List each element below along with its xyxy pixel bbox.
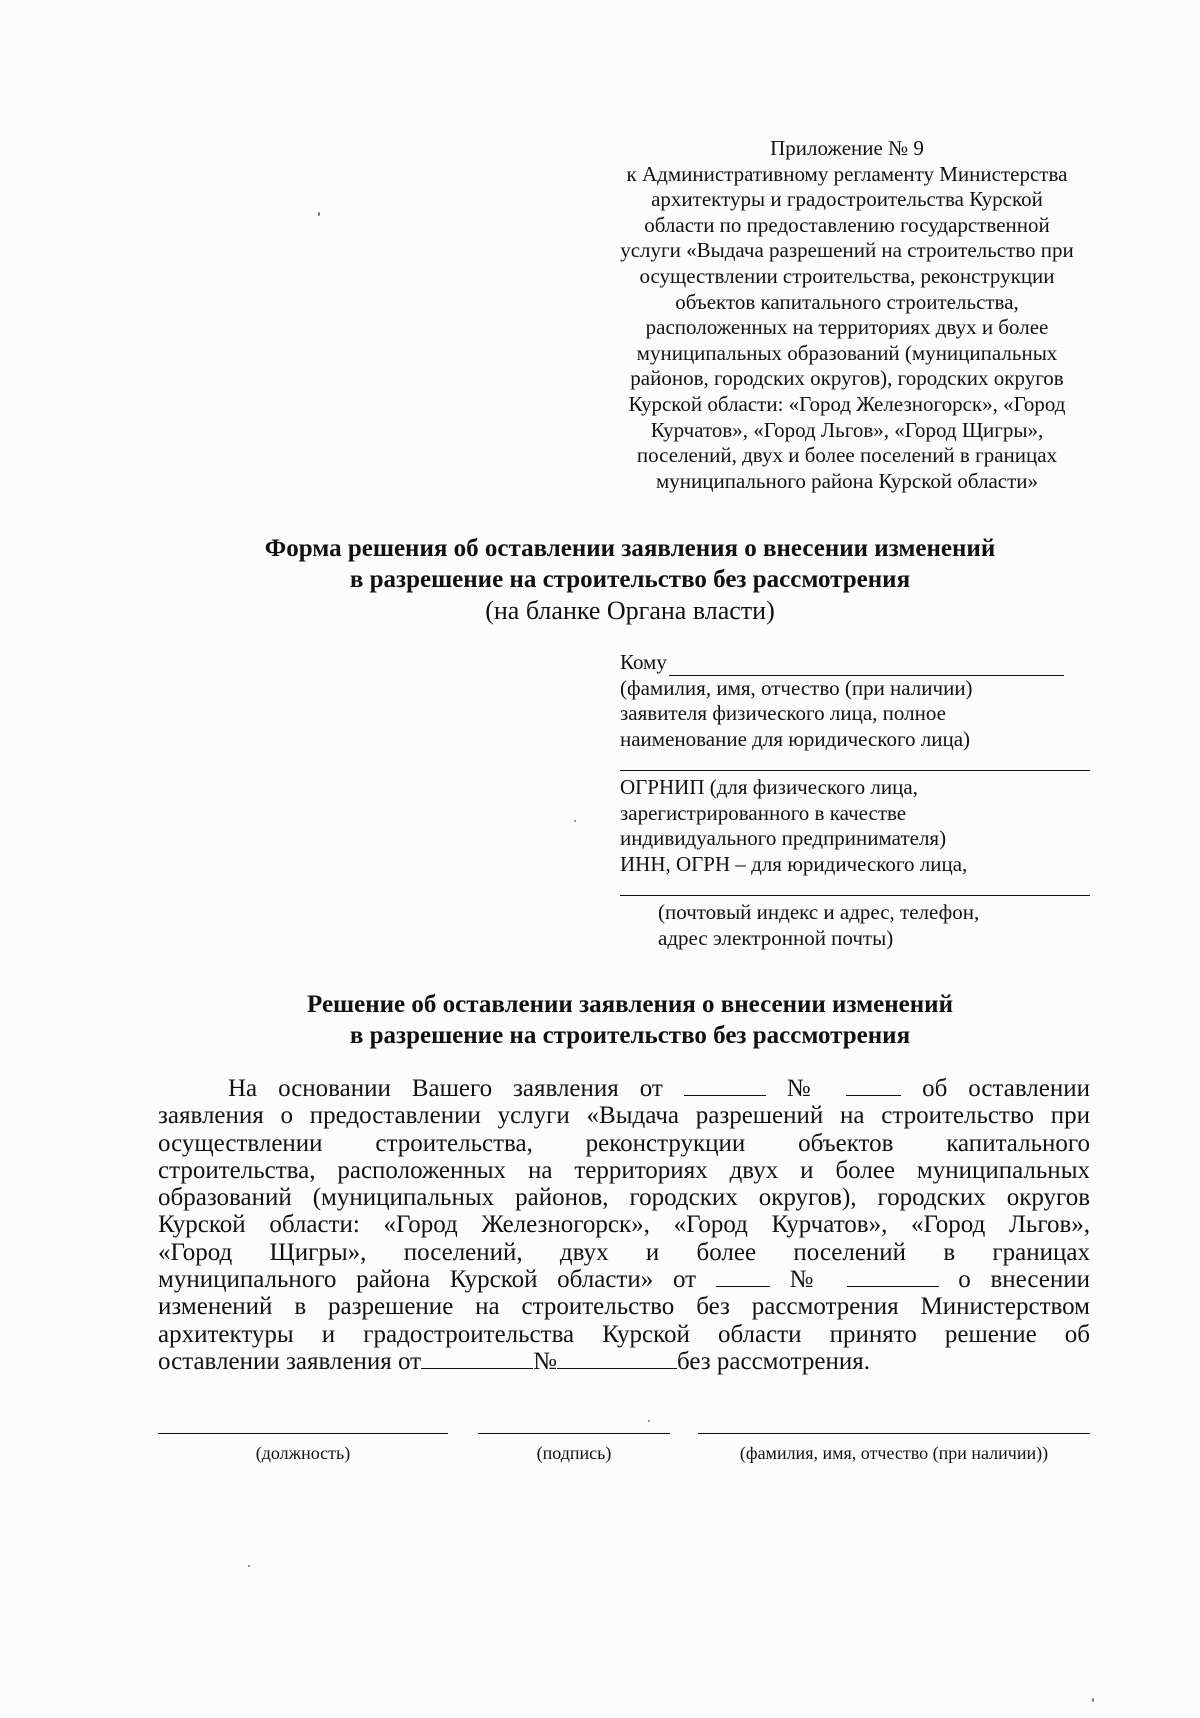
appendix-header: [592, 136, 1102, 494]
addressee-block: [620, 650, 1090, 951]
body-text-fragment: об оставлении: [922, 1075, 1091, 1102]
appendix-line: к Административному регламенту Министерства: [626, 161, 1068, 186]
scan-speck: [248, 1565, 250, 1567]
body-line: «Город Щигры», поселений, двух и более поселений в границах: [158, 1238, 1090, 1266]
decision-title-line: Решение об оставлении заявления о внесении изменений: [307, 991, 953, 1018]
body-text-fragment: без рассмотрения.: [676, 1347, 870, 1375]
decision-title: [150, 989, 1110, 1051]
addressee-address-field[interactable]: [620, 895, 1090, 896]
addressee-id-hint-line: индивидуального предпринимателя): [620, 826, 947, 850]
form-title-line: в разрешение на строительство без рассмотрения: [349, 566, 911, 593]
application-number-field[interactable]: [846, 1077, 901, 1096]
full-name-field[interactable]: [698, 1433, 1090, 1434]
scan-speck: [574, 820, 576, 822]
appendix-line: муниципального района Курской области»: [655, 468, 1039, 493]
change-request-date-field[interactable]: [716, 1268, 770, 1287]
addressee-to-row: [620, 650, 1090, 676]
body-text-fragment: муниципального района Курской области» от: [158, 1266, 697, 1294]
decision-date-field[interactable]: [421, 1350, 533, 1369]
appendix-line: услуги «Выдача разрешений на строительство при: [620, 238, 1074, 263]
addressee-to-label: Кому: [620, 650, 667, 674]
form-subtitle: (на бланке Органа власти): [485, 596, 775, 625]
addressee-name-field[interactable]: [669, 655, 1064, 676]
full-name-caption: (фамилия, имя, отчество (при наличии)): [739, 1443, 1049, 1463]
signature-field[interactable]: [478, 1433, 670, 1434]
decision-number-field[interactable]: [557, 1350, 677, 1369]
number-sign: №: [789, 1266, 827, 1294]
addressee-id-field[interactable]: [620, 770, 1090, 771]
appendix-line: муниципальных образований (муниципальных: [636, 340, 1058, 365]
body-text-fragment: оставлении заявления от: [158, 1347, 422, 1375]
signature-caption: (подпись): [536, 1443, 612, 1463]
body-text-fragment: На основании Вашего заявления от: [228, 1075, 663, 1102]
appendix-line: осуществлении строительства, реконструкции: [639, 263, 1055, 288]
number-sign: №: [533, 1347, 557, 1375]
signature-block: [0, 1433, 1200, 1473]
appendix-line: районов, городских округов), городских округов: [630, 366, 1064, 391]
appendix-line: объектов капитального строительства,: [675, 289, 1019, 314]
decision-title-line: в разрешение на строительство без рассмотрения: [349, 1022, 911, 1049]
body-line: строительства, расположенных на территориях двух и более муниципальных: [158, 1156, 1090, 1184]
body-line: осуществлении строительства, реконструкции объектов капитального: [158, 1129, 1090, 1157]
body-line: заявления о предоставлении услуги «Выдача разрешений на строительство при: [158, 1102, 1090, 1130]
full-name-column: [698, 1433, 1090, 1464]
addressee-address-hint-line: адрес электронной почты): [658, 925, 894, 950]
change-request-number-field[interactable]: [847, 1268, 939, 1287]
body-line: [158, 1075, 1090, 1102]
addressee-id-hint-line: ОГРНИП (для физического лица,: [620, 775, 918, 799]
position-signature-column: [158, 1433, 448, 1464]
appendix-line: области по предоставлению государственной: [644, 212, 1050, 237]
body-text-fragment: о внесении: [958, 1266, 1091, 1294]
scan-speck: [648, 1420, 650, 1422]
position-field[interactable]: [158, 1433, 448, 1434]
addressee-id-hint-line: зарегистрированного в качестве: [620, 800, 907, 825]
application-date-field[interactable]: [684, 1077, 766, 1096]
signature-column: [478, 1433, 670, 1464]
decision-body: [158, 1075, 1090, 1375]
addressee-hint-line: наименование для юридического лица): [620, 726, 971, 751]
body-line: Курской области: «Город Железногорск», «Город Курчатов», «Город Льгов»,: [158, 1211, 1090, 1239]
body-line: [158, 1348, 1090, 1375]
position-caption: (должность): [255, 1443, 351, 1463]
appendix-line: Курчатов», «Город Льгов», «Город Щигры»,: [650, 417, 1044, 442]
form-title: [150, 533, 1110, 626]
scan-speck: [318, 212, 320, 216]
appendix-line: Курской области: «Город Железногорск», «Город: [628, 391, 1066, 416]
addressee-id-hint-line: ИНН, ОГРН – для юридического лица,: [620, 851, 968, 876]
addressee-hint-line: заявителя физического лица, полное: [620, 701, 946, 725]
appendix-line: архитектуры и градостроительства Курской: [651, 187, 1043, 212]
appendix-line: поселений, двух и более поселений в границах: [636, 443, 1058, 468]
body-line: [158, 1266, 1090, 1293]
addressee-address-hint-line: (почтовый индекс и адрес, телефон,: [658, 900, 980, 924]
form-title-line: Форма решения об оставлении заявления о внесении изменений: [264, 535, 996, 562]
scan-speck: [1092, 1698, 1094, 1702]
body-line: архитектуры и градостроительства Курской области принято решение об: [158, 1320, 1090, 1348]
body-line: образований (муниципальных районов, городских округов), городских округов: [158, 1184, 1090, 1212]
body-line: изменений в разрешение на строительство без рассмотрения Министерством: [158, 1293, 1090, 1321]
number-sign: №: [786, 1075, 826, 1102]
addressee-hint-line: (фамилия, имя, отчество (при наличии): [620, 675, 973, 700]
appendix-line: Приложение № 9: [770, 136, 924, 160]
appendix-line: расположенных на территориях двух и более: [645, 315, 1049, 340]
